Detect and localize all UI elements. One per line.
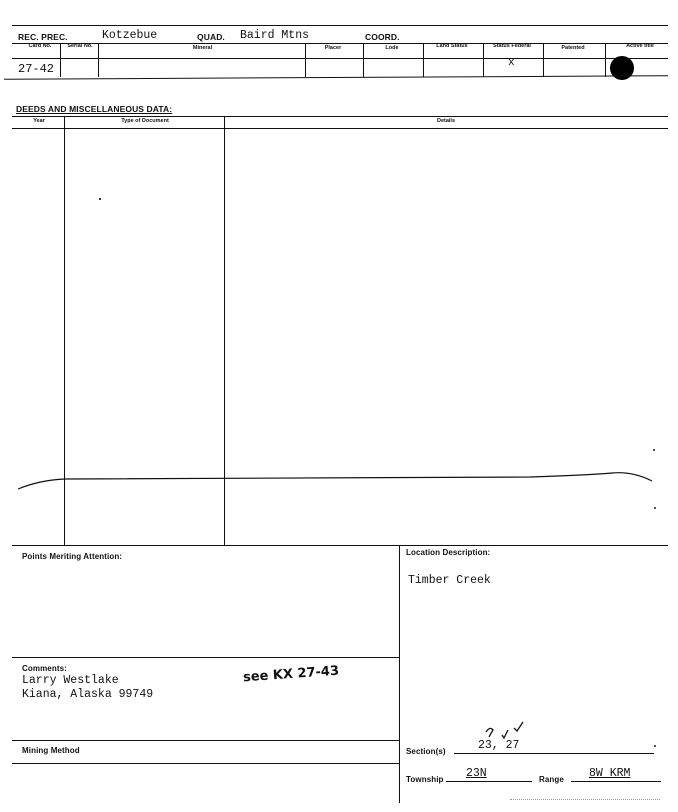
handwritten-reference: see KX 27-43 xyxy=(242,663,340,686)
divider-land-federal xyxy=(483,43,484,77)
page-fold-curve xyxy=(0,465,678,495)
comments-label: Comments: xyxy=(22,664,67,673)
deeds-top-rule xyxy=(12,116,668,117)
section-label: Section(s) xyxy=(406,747,446,756)
card-number-value: 27-42 xyxy=(18,62,55,76)
stray-mark xyxy=(99,198,101,200)
location-description-value: Timber Creek xyxy=(408,574,491,587)
divider-federal-patented xyxy=(543,43,544,77)
col-lode: Lode xyxy=(385,45,399,51)
col-year: Year xyxy=(33,118,45,124)
col-status-federal: Status Federal xyxy=(493,43,531,49)
mining-method-bottom-rule xyxy=(12,763,399,764)
col-patented: Patented xyxy=(561,45,585,51)
deeds-header-rule xyxy=(12,128,668,129)
top-rule xyxy=(12,25,668,26)
coord-label: COORD. xyxy=(365,32,400,42)
divider-placer-lode xyxy=(363,43,364,77)
col-active-title: Active title xyxy=(626,43,654,49)
col-document-type: Type of Document xyxy=(121,118,169,124)
section-value: 23, 27 xyxy=(478,739,520,752)
edge-speck-1 xyxy=(653,449,655,451)
township-label: Township xyxy=(406,775,444,784)
range-line xyxy=(571,781,661,782)
divider-serial-mineral xyxy=(98,43,99,77)
rec-prec-label: REC. PREC. xyxy=(18,32,68,42)
mining-method-top-rule xyxy=(12,740,399,741)
divider-lode-land xyxy=(423,43,424,77)
deeds-bottom-rule xyxy=(12,545,668,546)
header-underline xyxy=(12,43,668,44)
scan-noise xyxy=(510,799,660,801)
col-placer: Placer xyxy=(324,45,342,51)
edge-speck-3 xyxy=(654,745,656,747)
quad-value: Baird Mtns xyxy=(240,29,310,42)
row-bottom-rule xyxy=(4,75,668,79)
comments-top-rule xyxy=(12,657,399,658)
section-line xyxy=(454,753,654,754)
mining-method-label: Mining Method xyxy=(22,746,80,755)
col-details: Details xyxy=(436,118,456,124)
range-value: 8W KRM xyxy=(589,767,631,780)
location-description-label: Location Description: xyxy=(406,548,491,557)
rec-prec-value: Kotzebue xyxy=(102,29,158,42)
divider-mineral-placer xyxy=(305,43,306,77)
points-meriting-attention-label: Points Meriting Attention: xyxy=(22,552,123,561)
col-mineral: Mineral xyxy=(192,45,213,51)
deeds-title: DEEDS AND MISCELLANEOUS DATA: xyxy=(16,104,173,114)
col-land-status: Land Status xyxy=(436,43,468,49)
bottom-center-divider xyxy=(399,545,400,803)
divider-card-serial xyxy=(60,43,61,77)
federal-status-mark: x xyxy=(508,57,515,69)
divider-patented-active xyxy=(605,43,606,77)
col-serial-no: Serial No. xyxy=(67,43,93,49)
edge-speck-2 xyxy=(654,507,656,509)
comments-line-1: Larry Westlake xyxy=(22,674,119,687)
quad-label: QUAD. xyxy=(197,32,225,42)
township-value: 23N xyxy=(466,767,487,780)
range-label: Range xyxy=(539,775,564,784)
township-line xyxy=(446,781,532,782)
header-row-rule xyxy=(12,58,668,59)
col-card-no: Card No. xyxy=(28,43,52,49)
comments-line-2: Kiana, Alaska 99749 xyxy=(22,688,154,701)
